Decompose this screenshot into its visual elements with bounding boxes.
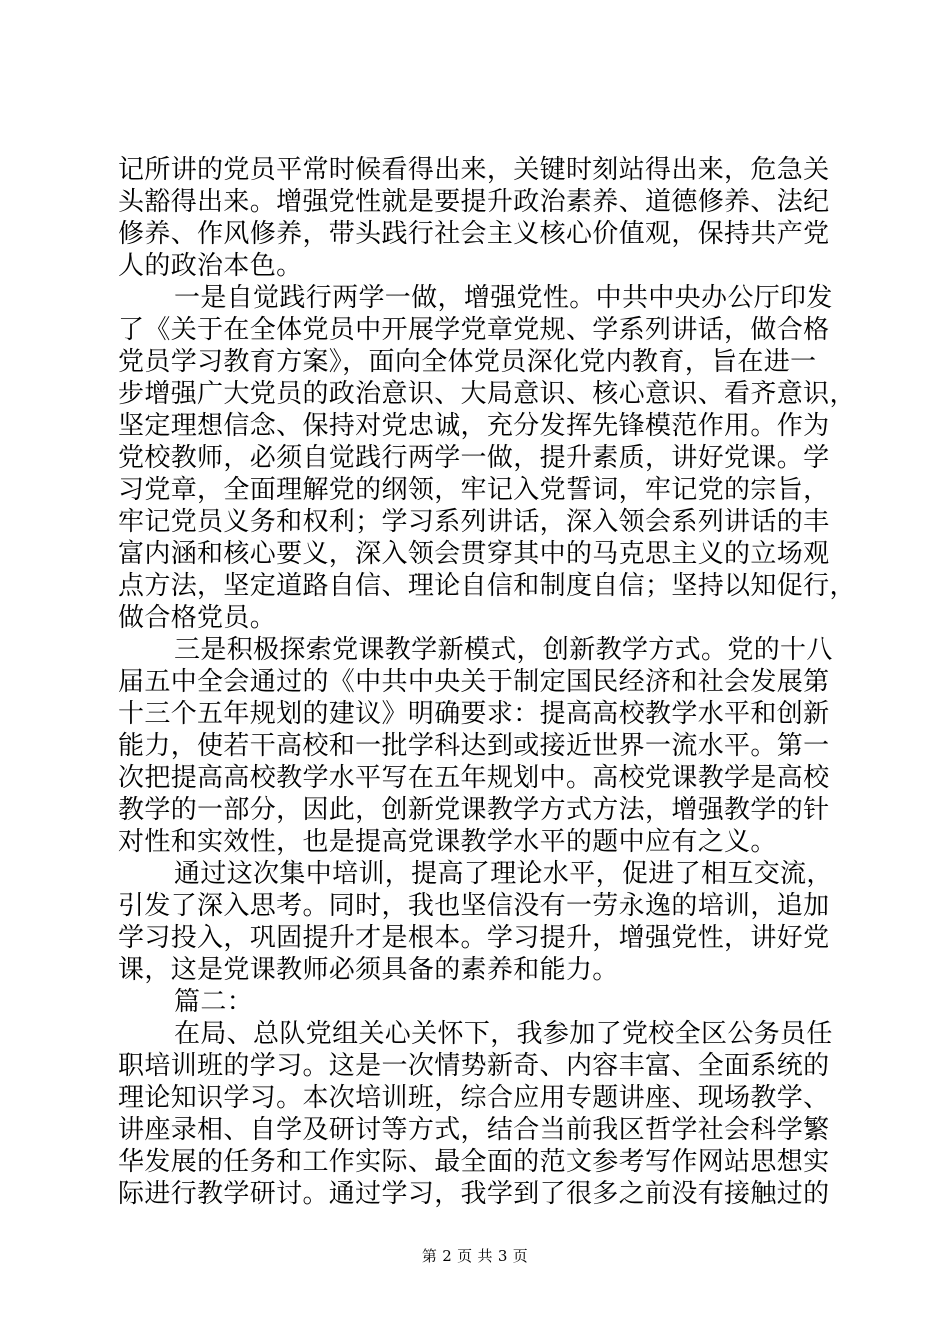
text-line: 党员学习教育方案》，面向全体党员深化党内教育，旨在进一 bbox=[118, 347, 817, 377]
text-line: 届五中全会通过的《中共中央关于制定国民经济和社会发展第 bbox=[118, 667, 830, 697]
text-line: 步增强广大党员的政治意识、大局意识、核心意识、看齐意识， bbox=[118, 379, 856, 409]
paragraph-first-line: 通过这次集中培训，提高了理论水平，促进了相互交流， bbox=[174, 859, 833, 889]
text-line: 了《关于在全体党员中开展学党章党规、学系列讲话，做合格 bbox=[118, 315, 830, 345]
text-line: 学习投入，巩固提升才是根本。学习提升，增强党性，讲好党 bbox=[118, 923, 830, 953]
text-line: 引发了深入思考。同时，我也坚信没有一劳永逸的培训，追加 bbox=[118, 891, 830, 921]
paragraph-first-line: 在局、总队党组关心关怀下，我参加了党校全区公务员任 bbox=[174, 1019, 833, 1049]
page-footer: 第 2 页 共 3 页 bbox=[421, 1247, 529, 1265]
text-line: 职培训班的学习。这是一次情势新奇、内容丰富、全面系统的 bbox=[118, 1051, 830, 1081]
text-line: 讲座录相、自学及研讨等方式，结合当前我区哲学社会科学繁 bbox=[118, 1115, 830, 1145]
text-line: 教学的一部分，因此，创新党课教学方式方法，增强教学的针 bbox=[118, 795, 830, 825]
document-body bbox=[118, 154, 856, 1210]
text-line: 理论知识学习。本次培训班，综合应用专题讲座、现场教学、 bbox=[118, 1083, 830, 1113]
text-line: 头豁得出来。增强党性就是要提升政治素养、道德修养、法纪 bbox=[118, 187, 830, 217]
text-line: 课，这是党课教师必须具备的素养和能力。 bbox=[118, 955, 619, 985]
text-line: 记所讲的党员平常时候看得出来，关键时刻站得出来，危急关 bbox=[118, 155, 830, 185]
text-line: 党校教师，必须自觉践行两学一做，提升素质，讲好党课。学 bbox=[118, 443, 830, 473]
paragraph-first-line: 篇二： bbox=[174, 987, 254, 1017]
text-line: 次把提高高校教学水平写在五年规划中。高校党课教学是高校 bbox=[118, 763, 830, 793]
text-line: 牢记党员义务和权利；学习系列讲话，深入领会系列讲话的丰 bbox=[118, 507, 830, 537]
text-line: 做合格党员。 bbox=[118, 603, 277, 633]
text-line: 对性和实效性，也是提高党课教学水平的题中应有之义。 bbox=[118, 827, 777, 857]
text-line: 能力，使若干高校和一批学科达到或接近世界一流水平。第一 bbox=[118, 731, 830, 761]
text-line: 修养、作风修养，带头践行社会主义核心价值观，保持共产党 bbox=[118, 219, 830, 249]
text-line: 富内涵和核心要义，深入领会贯穿其中的马克思主义的立场观 bbox=[118, 539, 830, 569]
text-line: 点方法，坚定道路自信、理论自信和制度自信；坚持以知促行， bbox=[118, 571, 856, 601]
paragraph-first-line: 三是积极探索党课教学新模式，创新教学方式。党的十八 bbox=[174, 635, 833, 665]
text-line: 坚定理想信念、保持对党忠诚，充分发挥先锋模范作用。作为 bbox=[118, 411, 830, 441]
text-line: 十三个五年规划的建议》明确要求：提高高校教学水平和创新 bbox=[118, 699, 830, 729]
text-line: 华发展的任务和工作实际、最全面的范文参考写作网站思想实 bbox=[118, 1147, 830, 1177]
paragraph-first-line: 一是自觉践行两学一做，增强党性。中共中央办公厅印发 bbox=[174, 283, 833, 313]
text-line: 人的政治本色。 bbox=[118, 251, 303, 281]
text-line: 习党章，全面理解党的纲领，牢记入党誓词，牢记党的宗旨， bbox=[118, 475, 830, 505]
text-line: 际进行教学研讨。通过学习，我学到了很多之前没有接触过的 bbox=[118, 1179, 830, 1209]
